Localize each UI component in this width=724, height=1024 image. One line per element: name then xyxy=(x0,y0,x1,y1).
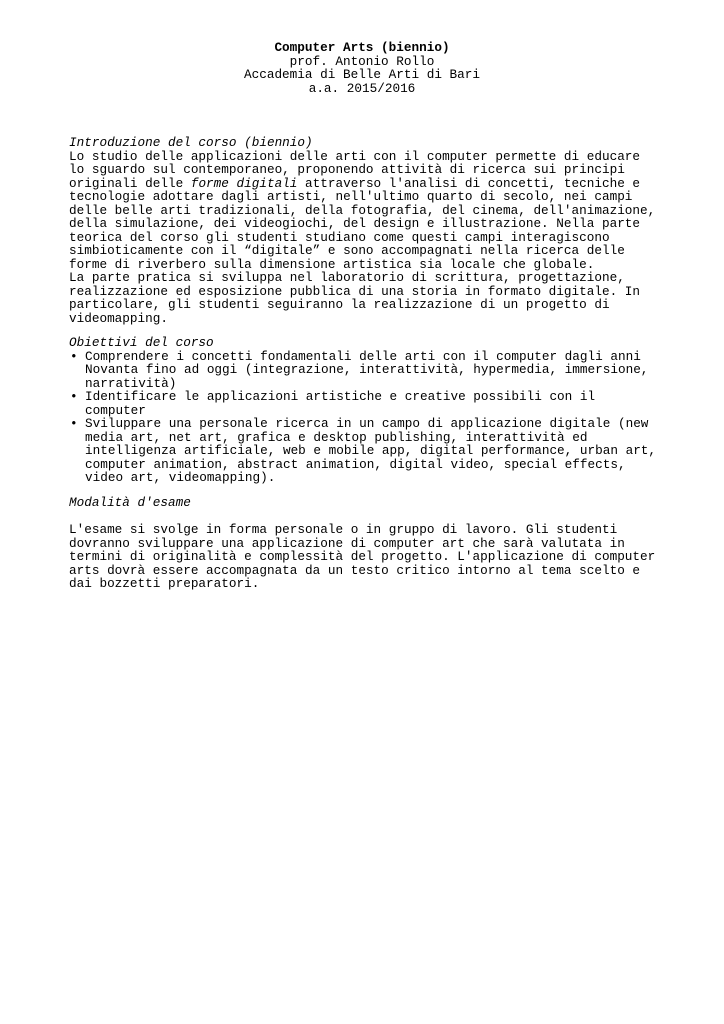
intro-emphasis: forme digitali xyxy=(190,175,298,191)
institution-name: Accademia di Belle Arti di Bari xyxy=(243,67,481,82)
academic-year: a.a. 2015/2016 xyxy=(308,80,416,96)
intro-section xyxy=(69,136,659,325)
list-item xyxy=(69,390,659,417)
list-item xyxy=(69,417,659,485)
exam-paragraph: L'esame si svolge in forma personale o in gruppo di lavoro. Gli studenti dovranno sviluppare una applicazione di computer art che sarà valutata in termini di originalità e complessità del progetto. L'applicazione di computer arts dovrà essere accompagnata da un testo critico intorno al tema scelto e dai bozzetti preparatori. xyxy=(69,522,656,591)
objectives-heading: Obiettivi del corso xyxy=(69,335,214,350)
objective-text: Identificare le applicazioni artistiche e creative possibili con il computer xyxy=(85,389,596,418)
list-item xyxy=(69,350,659,391)
objective-text: Comprendere i concetti fondamentali delle arti con il computer dagli anni Novanta fino ad oggi (integrazione, interattività, hypermedia, immersione, narratività) xyxy=(85,348,649,391)
document-header xyxy=(0,41,724,95)
intro-heading: Introduzione del corso (biennio) xyxy=(69,135,313,150)
objectives-list xyxy=(69,350,659,485)
intro-text-part-1: Lo studio delle applicazioni delle arti con il computer permette di educare lo sguardo sul contemporaneo, proponendo attività di ricerca sui principi originali delle xyxy=(69,148,641,191)
bullet-icon: • xyxy=(70,389,78,404)
exam-heading: Modalità d'esame xyxy=(69,495,191,510)
exam-section xyxy=(69,496,659,510)
objectives-section xyxy=(69,336,659,485)
intro-text-part-2: attraverso l'analisi di concetti, tecniche e tecnologie adottare dagli artisti, nell'ultimo quarto di secolo, nei campi delle belle arti tradizionali, della fotografia, del cinema, dell'animazione, della simulazione, dei videogiochi, del design e illustrazione. Nella parte teorica del corso gli studenti studiano come questi campi interagiscono simbioticamente con il “digitale” e sono accompagnati nella ricerca delle forme di riverbero sulla dimensione artistica sia locale che globale. xyxy=(69,175,656,272)
intro-paragraph-2: La parte pratica si sviluppa nel laboratorio di scrittura, progettazione, realizzazione ed esposizione pubblica di una storia in formato digitale. In particolare, gli studenti seguiranno la realizzazione di un progetto di videomapping. xyxy=(69,270,641,326)
objective-text: Sviluppare una personale ricerca in un campo di applicazione digitale (new media art, net art, grafica e desktop publishing, interattività ed intelligenza artificiale, web e mobile app, digital performance, urban art, computer animation, abstract animation, digital video, special effects, video art, videomapping). xyxy=(85,416,657,485)
course-title: Computer Arts (biennio) xyxy=(274,40,450,55)
bullet-icon: • xyxy=(70,416,78,431)
professor-name: prof. Antonio Rollo xyxy=(289,53,435,69)
exam-body xyxy=(69,523,659,591)
intro-paragraph-1 xyxy=(69,150,659,272)
bullet-icon: • xyxy=(70,348,78,364)
